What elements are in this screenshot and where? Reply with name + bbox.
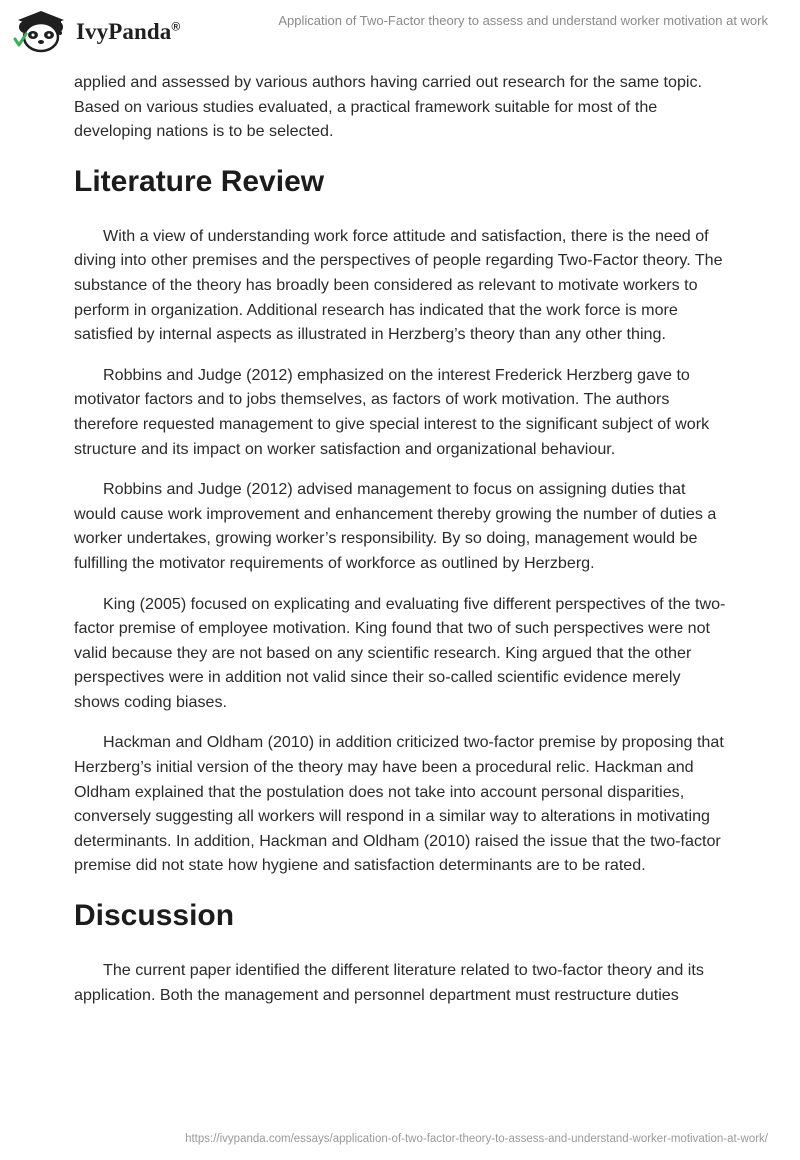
paragraph: Robbins and Judge (2012) advised management to focus on assigning duties that would cause work improvement and enhancement thereby growing the number of duties a worker undertakes, growing worker’s responsibility. By so doing, management would be fulfilling the motivator requirements of workforce as outlined by Herzberg. (74, 480, 717, 572)
paragraph: The current paper identified the different literature related to two-factor theory and its application. Both the management and personnel department must restructure duties (74, 961, 704, 1004)
brand-name: IvyPanda® (76, 19, 181, 44)
section-heading-literature-review: Literature Review (74, 164, 325, 198)
page-header (0, 0, 800, 60)
paragraph: Robbins and Judge (2012) emphasized on the interest Frederick Herzberg gave to motivator factors and to jobs themselves, as factors of work motivation. The authors therefore requested management to give special interest to the significant subject of work structure and its impact on worker satisfaction and organizational behaviour. (74, 365, 710, 458)
paragraph: King (2005) focused on explicating and evaluating five different perspectives of the two-factor premise of employee motivation. King found that two of such perspectives were not valid because they are not based on any scientific research. King argued that the other perspectives were in addition not valid since their so-called scientific evidence merely shows coding biases. (74, 594, 726, 711)
source-url-link[interactable]: https://ivypanda.com/essays/application-of-two-factor-theory-to-assess-and-understand-worker-motivation-at-work/ (185, 1133, 768, 1145)
brand-logo[interactable] (12, 9, 180, 53)
essay-content (74, 70, 726, 1023)
section-heading-discussion: Discussion (74, 899, 235, 933)
paragraph: Hackman and Oldham (2010) in addition criticized two-factor premise by proposing that Herzberg’s initial version of the theory may have been a procedural relic. Hackman and Oldham explained that the postulation does not take into account personal disparities, conversely suggesting all workers will respond in a similar way to alterations in motivating determinants. In addition, Hackman and Oldham (2010) raised the issue that the two-factor premise did not state how hygiene and satisfaction determinants are to be rated. (74, 733, 724, 875)
intro-paragraph: applied and assessed by various authors having carried out research for the same topic. Based on various studies evaluated, a practical framework suitable for most of the developing nations is to be selected. (74, 73, 703, 141)
document-title: Application of Two-Factor theory to assess and understand worker motivation at work (278, 13, 768, 28)
panda-logo-icon (12, 9, 70, 53)
paragraph: With a view of understanding work force attitude and satisfaction, there is the need of diving into other premises and the perspectives of people regarding Two-Factor theory. The substance of the theory has broadly been considered as relevant to motivate workers to perform in organization. Additional research has indicated that the work force is more satisfied by internal aspects as illustrated in Herzberg’s theory than any other thing. (74, 226, 723, 344)
